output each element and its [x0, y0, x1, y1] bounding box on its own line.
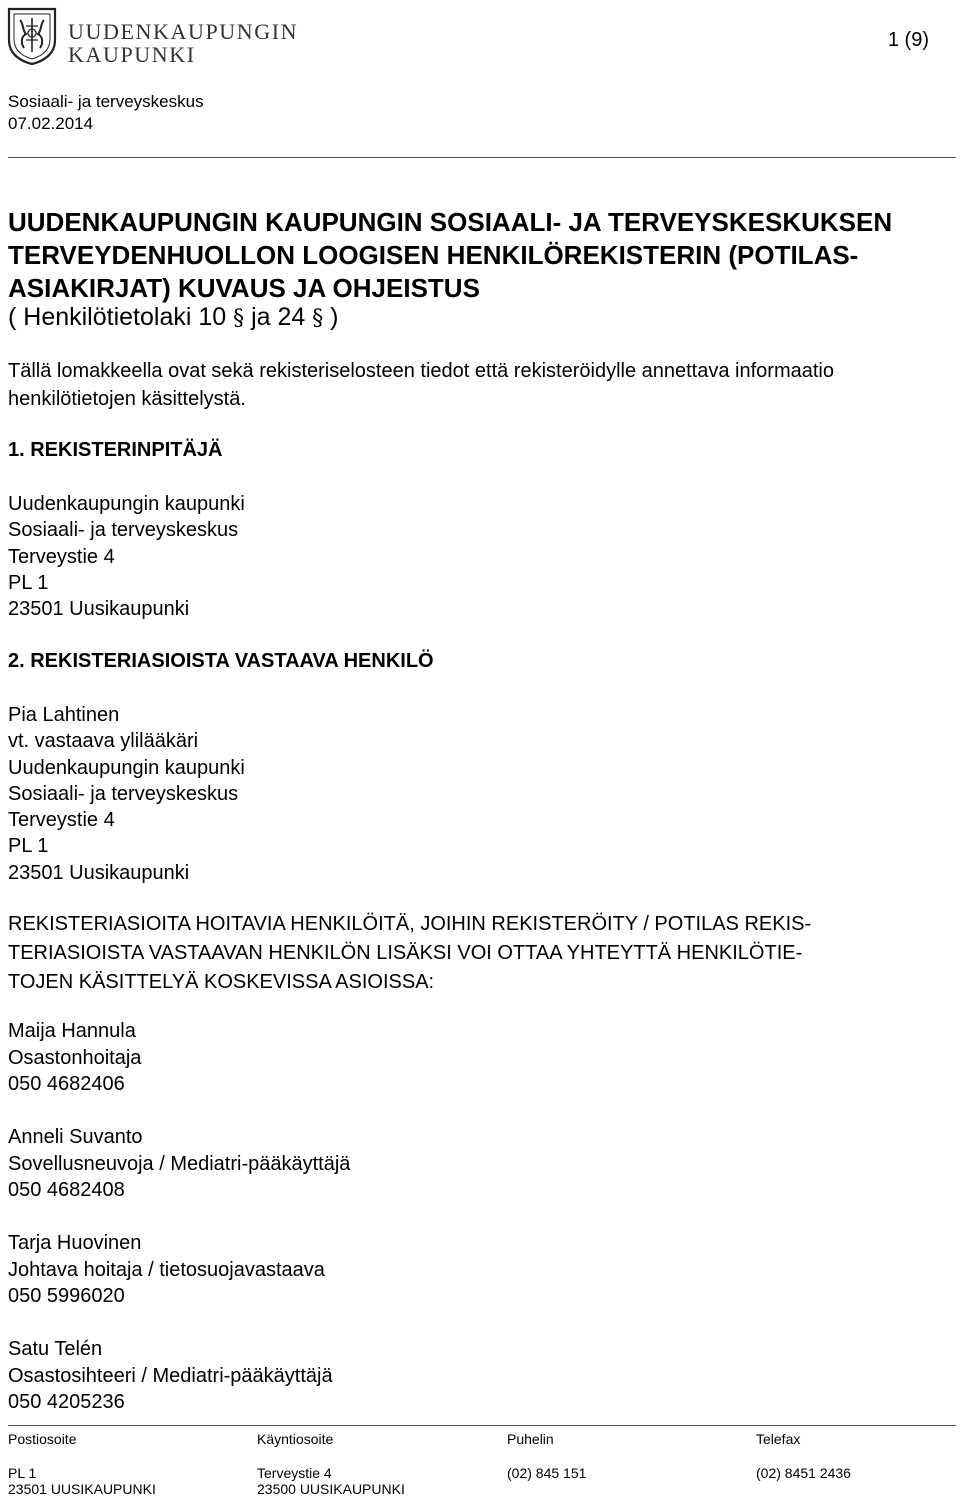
footer-phone-label: Puhelin — [507, 1431, 554, 1447]
intro-paragraph: Tällä lomakkeella ovat sekä rekisteriselosteen tiedot että rekisteröidylle annettava informaatio henkilötietojen käsittelystä. — [8, 360, 834, 410]
law-reference-a: ( Henkilötietolaki 10 — [8, 303, 234, 331]
contact-role: Sovellusneuvoja / Mediatri-pääkäyttäjä — [8, 1152, 351, 1175]
person-line: Pia Lahtinen — [8, 704, 120, 726]
page-number: 1 (9) — [887, 29, 929, 51]
organization-name-line2: KAUPUNKI — [68, 42, 196, 67]
organization-name-line1: UUDENKAUPUNGIN — [68, 19, 299, 44]
contact-card — [8, 1336, 333, 1416]
contact-name: Satu Telén — [8, 1338, 103, 1360]
footer-divider — [8, 1425, 956, 1426]
footer-visit-line2: 23500 UUSIKAUPUNKI — [257, 1481, 405, 1497]
address-line: 23501 Uusikaupunki — [8, 598, 190, 621]
footer-postal-line2: 23501 UUSIKAUPUNKI — [8, 1481, 156, 1497]
notice-line2: TERIASIOISTA VASTAAVAN HENKILÖN LISÄKSI VOI OTTAA YHTEYTTÄ HENKILÖTIE- — [8, 942, 803, 964]
document-title — [8, 206, 948, 305]
section-sign-2: § — [312, 306, 324, 331]
footer-visit-label: Käyntiosoite — [257, 1431, 334, 1447]
contact-phone: 050 5996020 — [8, 1285, 125, 1307]
law-reference-b: ja 24 — [244, 303, 313, 331]
section-sign-1: § — [233, 306, 245, 331]
contact-card — [8, 1124, 350, 1204]
contact-name: Anneli Suvanto — [8, 1126, 143, 1148]
law-reference-c: ) — [323, 303, 339, 331]
footer-visit-line1: Terveystie 4 — [257, 1465, 332, 1481]
person-line: PL 1 — [8, 835, 49, 858]
document-date: 07.02.2014 — [8, 114, 94, 133]
title-line1: UUDENKAUPUNGIN KAUPUNGIN SOSIAALI- JA TERVEYSKESKUKSEN — [8, 207, 893, 237]
address-line: Uudenkaupungin kaupunki — [8, 493, 245, 515]
section2-heading: 2. REKISTERIASIOISTA VASTAAVA HENKILÖ — [8, 650, 434, 672]
law-reference — [8, 302, 339, 334]
contact-phone: 050 4682406 — [8, 1073, 125, 1095]
header-divider — [8, 157, 956, 158]
contact-name: Maija Hannula — [8, 1020, 136, 1042]
footer-postal-label: Postiosoite — [8, 1431, 77, 1447]
department-name: Sosiaali- ja terveyskeskus — [8, 92, 204, 111]
contact-name: Tarja Huovinen — [8, 1232, 142, 1254]
contact-notice — [8, 910, 958, 997]
section1-heading: 1. REKISTERINPITÄJÄ — [8, 439, 223, 461]
notice-line1: REKISTERIASIOITA HOITAVIA HENKILÖITÄ, JOIHIN REKISTERÖITY / POTILAS REKIS- — [8, 913, 812, 935]
controller-address — [8, 491, 245, 622]
title-line3: ASIAKIRJAT) KUVAUS JA OHJEISTUS — [8, 273, 480, 303]
contact-role: Osastonhoitaja — [8, 1046, 142, 1069]
person-line: vt. vastaava ylilääkäri — [8, 730, 199, 753]
contact-role: Johtava hoitaja / tietosuojavastaava — [8, 1258, 325, 1281]
contact-phone: 050 4205236 — [8, 1391, 125, 1413]
coat-of-arms-icon — [6, 6, 58, 66]
address-line: Sosiaali- ja terveyskeskus — [8, 519, 239, 542]
footer-fax-label: Telefax — [756, 1431, 801, 1447]
contact-card — [8, 1230, 325, 1310]
contact-card — [8, 1018, 141, 1098]
address-line: PL 1 — [8, 571, 49, 594]
contact-phone: 050 4682408 — [8, 1179, 125, 1201]
title-line2: TERVEYDENHUOLLON LOOGISEN HENKILÖREKISTERIN (POTILAS- — [8, 240, 859, 270]
person-line: Terveystie 4 — [8, 809, 115, 832]
footer-postal-line1: PL 1 — [8, 1465, 37, 1481]
footer-fax-value: (02) 8451 2436 — [756, 1465, 851, 1481]
person-line: Uudenkaupungin kaupunki — [8, 756, 245, 779]
address-line: Terveystie 4 — [8, 545, 115, 568]
organization-name — [68, 20, 298, 66]
notice-line3: TOJEN KÄSITTELYÄ KOSKEVISSA ASIOISSA: — [8, 971, 435, 993]
contact-role: Osastosihteeri / Mediatri-pääkäyttäjä — [8, 1364, 333, 1387]
footer-phone-value: (02) 845 151 — [507, 1465, 587, 1481]
person-line: Sosiaali- ja terveyskeskus — [8, 782, 239, 805]
person-line: 23501 Uusikaupunki — [8, 861, 190, 884]
responsible-person — [8, 702, 245, 886]
